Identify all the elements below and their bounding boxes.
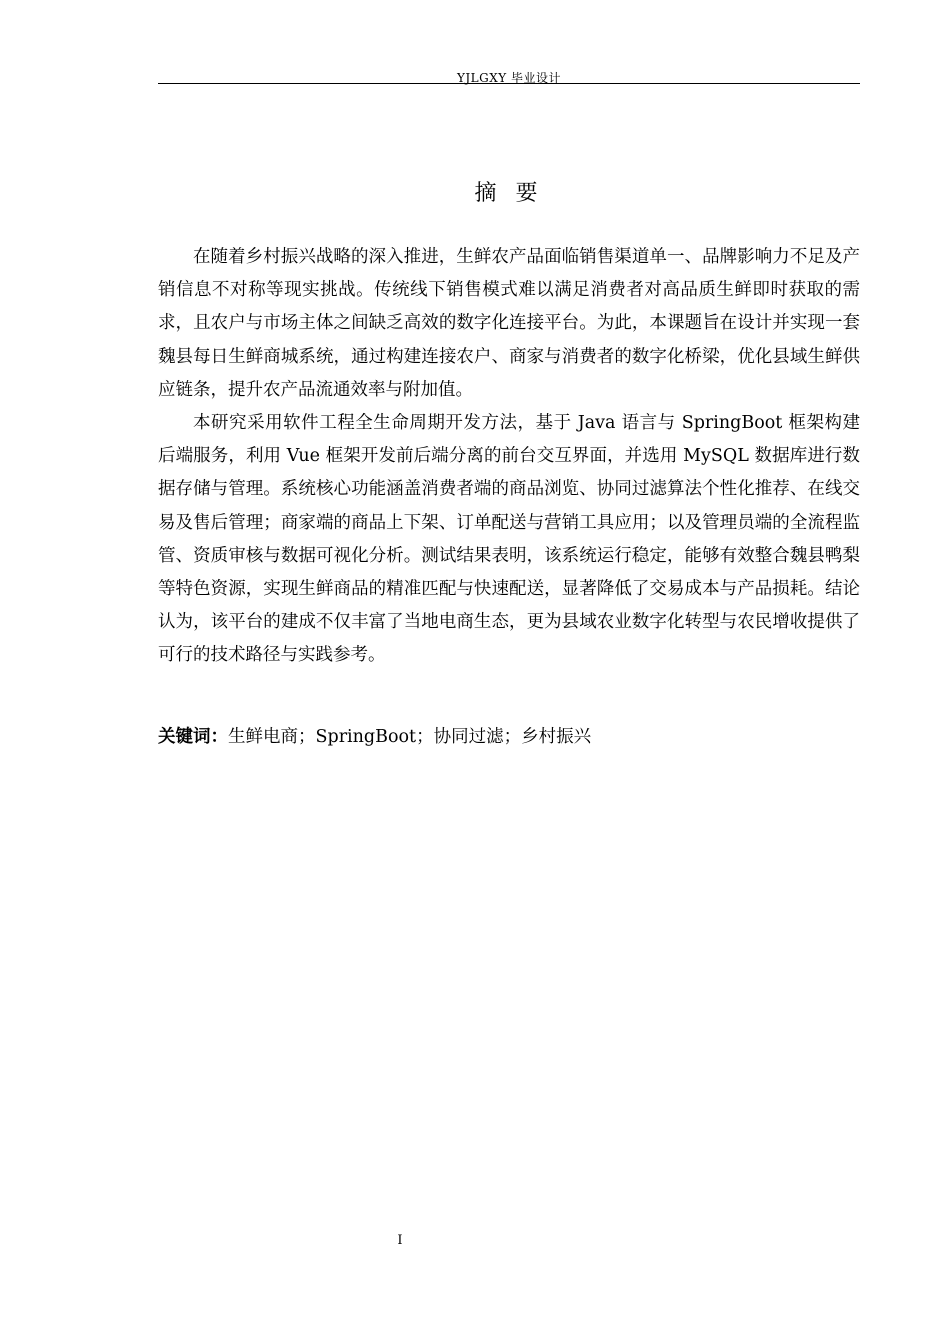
page-number: I xyxy=(397,1233,403,1248)
abstract-paragraph-1: 在随着乡村振兴战略的深入推进，生鲜农产品面临销售渠道单一、品牌影响力不足及产销信息不对称等现实挑战。传统线下销售模式难以满足消费者对高品质生鲜即时获取的需求，且农户与市场主体之间缺乏高效的数字化连接平台。为此，本课题旨在设计并实现一套魏县每日生鲜商城系统，通过构建连接农户、商家与消费者的数字化桥梁，优化县域生鲜供应链条，提升农产品流通效率与附加值。 xyxy=(158,247,860,400)
keywords-label: 关键词： xyxy=(158,727,228,747)
running-title: YJLGXY 毕业设计 xyxy=(456,71,562,85)
abstract-body xyxy=(158,241,860,673)
abstract-paragraph-2: 本研究采用软件工程全生命周期开发方法，基于 Java 语言与 SpringBoot 框架构建后端服务，利用 Vue 框架开发前后端分离的前台交互界面，并选用 MySQL 数据库进行数据存储与管理。系统核心功能涵盖消费者端的商品浏览、协同过滤算法个性化推荐、在线交易及售后管理；商家端的商品上下架、订单配送与营销工具应用；以及管理员端的全流程监管、资质审核与数据可视化分析。测试结果表明，该系统运行稳定，能够有效整合魏县鸭梨等特色资源，实现生鲜商品的精准匹配与快速配送，显著降低了交易成本与产品损耗。结论认为，该平台的建成不仅丰富了当地电商生态，更为县域农业数字化转型与农民增收提供了可行的技术路径与实践参考。 xyxy=(158,413,860,666)
keywords-values: 生鲜电商；SpringBoot；协同过滤；乡村振兴 xyxy=(228,727,592,747)
page-header xyxy=(158,66,860,84)
abstract-title: 摘 要 xyxy=(474,181,544,206)
keywords-line xyxy=(158,721,860,754)
